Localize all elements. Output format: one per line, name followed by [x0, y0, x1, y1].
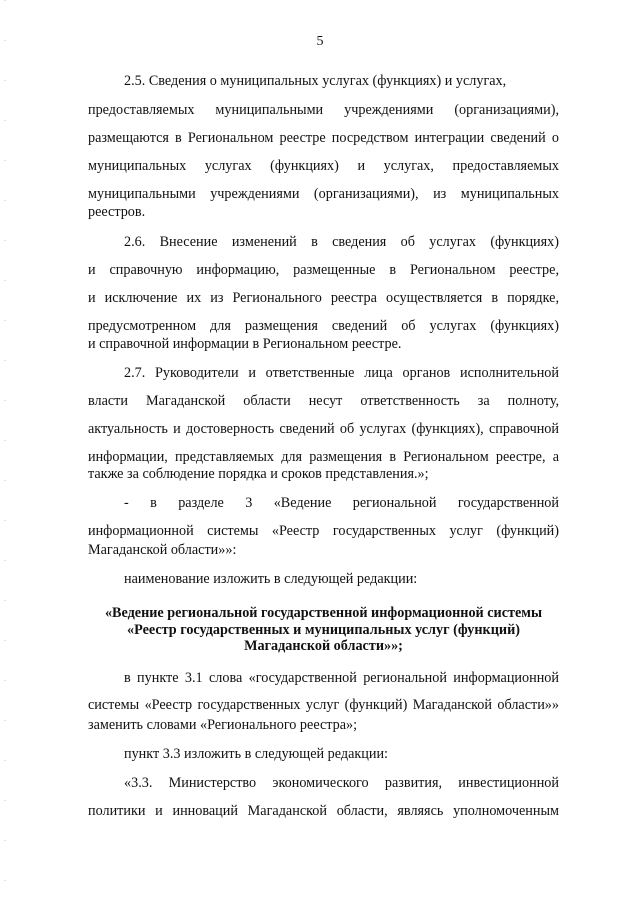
section-3-line-2: информационной системы «Реестр государственных услуг (функций)	[88, 523, 559, 539]
paragraph-2-5-line-5: муниципальными учреждениями (организациями), из муниципальных	[88, 186, 559, 202]
paragraph-2-5-line-6: реестров.	[88, 204, 146, 220]
paragraph-2-5-line-2: предоставляемых муниципальными учреждениями (организациями),	[88, 102, 559, 118]
paragraph-2-7-line-2: власти Магаданской области несут ответственность за полноту,	[88, 393, 559, 409]
section-heading-line-2: «Реестр государственных и муниципальных услуг (функций)	[127, 622, 520, 638]
paragraph-2-7-line-5: также за соблюдение порядка и сроков представления.»;	[88, 466, 429, 482]
paragraph-2-5-line-4: муниципальных услугах (функциях) и услугах, предоставляемых	[88, 158, 559, 174]
section-heading-line-1: «Ведение региональной государственной информационной системы	[104, 605, 543, 621]
paragraph-3-1-line-1: в пункте 3.1 слова «государственной региональной информационной	[124, 670, 559, 686]
paragraph-2-7-line-3: актуальность и достоверность сведений об услугах (функциях), справочной	[88, 421, 559, 437]
paragraph-3-1-line-2: системы «Реестр государственных услуг (функций) Магаданской области»»	[88, 697, 559, 713]
name-change-line: наименование изложить в следующей редакции:	[124, 571, 418, 587]
paragraph-2-5-line-1: 2.5. Сведения о муниципальных услугах (функциях) и услугах,	[124, 73, 507, 89]
paragraph-2-6-line-4: предусмотренном для размещения сведений об услугах (функциях)	[88, 318, 559, 334]
paragraph-2-6-line-5: и справочной информации в Региональном реестре.	[88, 336, 402, 352]
paragraph-3-3-intro: пункт 3.3 изложить в следующей редакции:	[124, 746, 388, 762]
paragraph-2-6-line-3: и исключение их из Регионального реестра осуществляется в порядке,	[88, 290, 559, 306]
section-heading-line-3: Магаданской области»»;	[244, 638, 403, 654]
scan-margin-artifact	[4, 0, 6, 905]
paragraph-2-6-line-1: 2.6. Внесение изменений в сведения об услугах (функциях)	[124, 234, 559, 250]
paragraph-2-7-line-1: 2.7. Руководители и ответственные лица органов исполнительной	[124, 365, 559, 381]
page-number: 5	[316, 34, 324, 49]
paragraph-3-3-line-1: «3.3. Министерство экономического развития, инвестиционной	[124, 775, 559, 791]
section-3-line-1: - в разделе 3 «Ведение региональной государственной	[124, 495, 559, 511]
paragraph-2-7-line-4: информации, представляемых для размещения в Региональном реестре, а	[88, 449, 559, 465]
paragraph-3-1-line-3: заменить словами «Регионального реестра»;	[88, 717, 358, 733]
paragraph-3-3-line-2: политики и инноваций Магаданской области, являясь уполномоченным	[88, 803, 559, 819]
paragraph-2-5-line-3: размещаются в Региональном реестре посредством интеграции сведений о	[88, 130, 559, 146]
paragraph-2-6-line-2: и справочную информацию, размещенные в Региональном реестре,	[88, 262, 559, 278]
section-3-line-3: Магаданской области»»:	[88, 542, 237, 558]
